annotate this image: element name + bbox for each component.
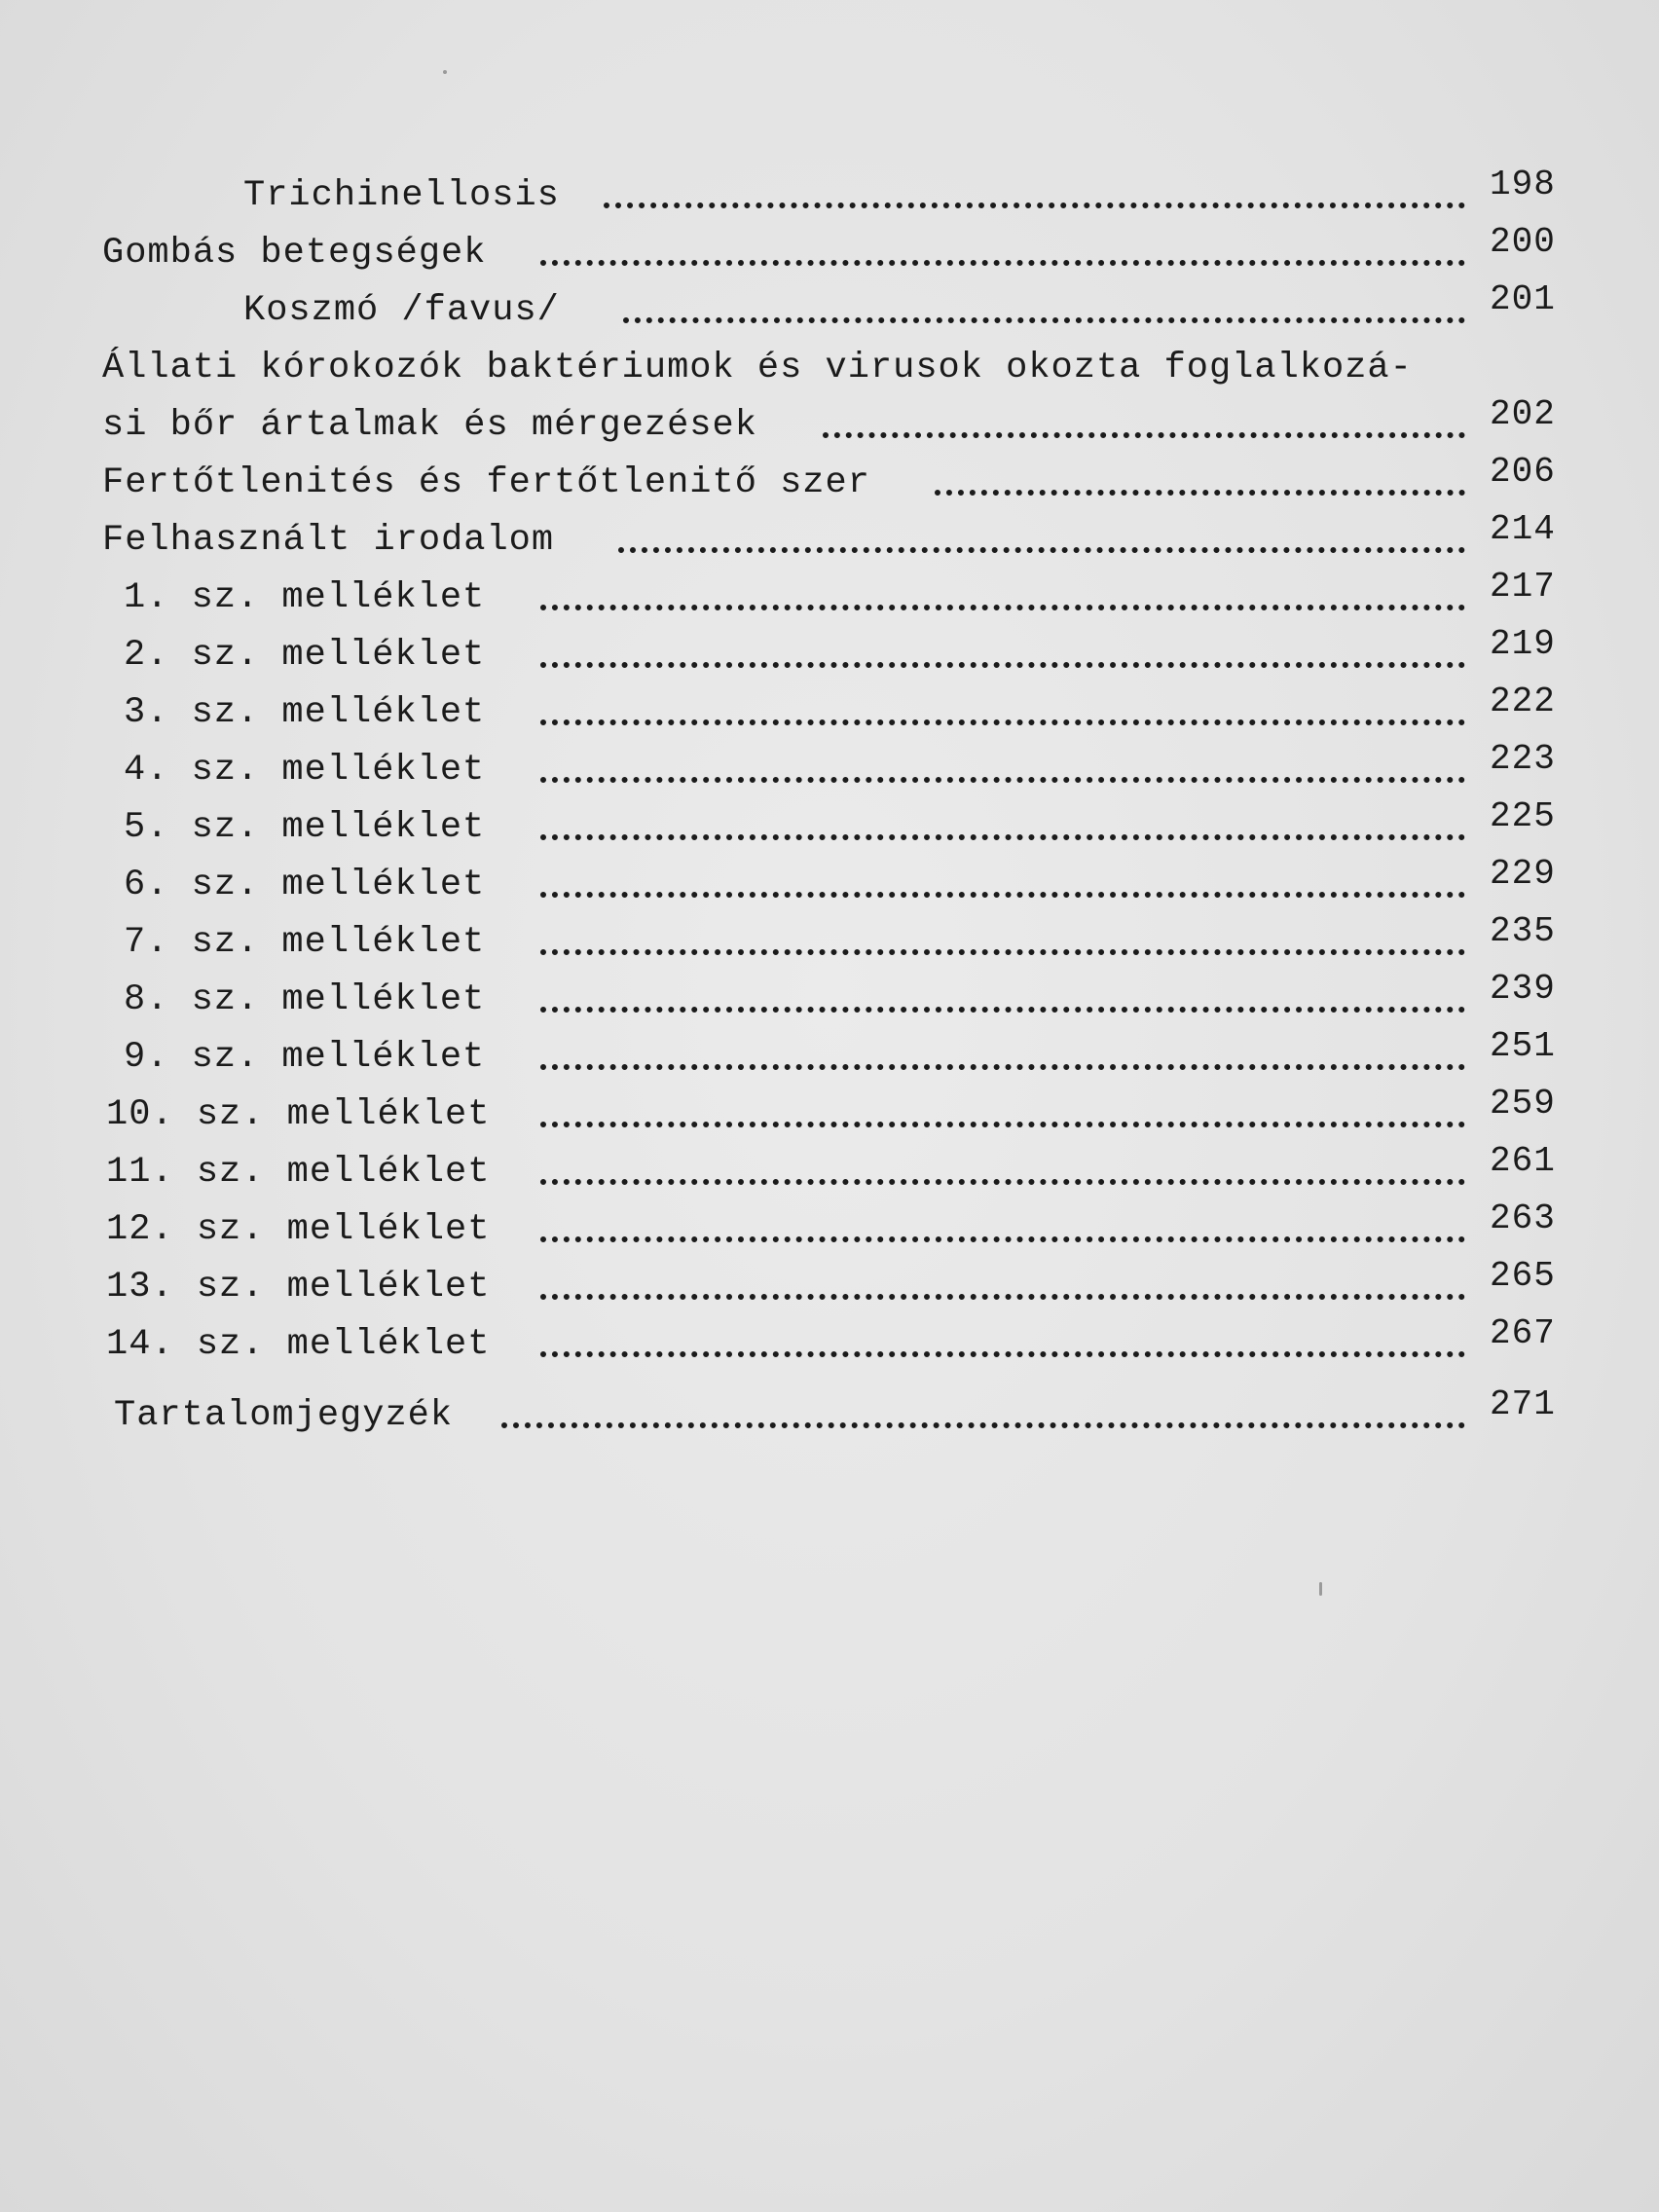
toc-entry bbox=[102, 509, 1582, 570]
toc-entry-page: 265 bbox=[1490, 1256, 1556, 1296]
toc-entry-title: 10. sz. melléklet bbox=[106, 1094, 491, 1135]
toc-entry-page: 223 bbox=[1490, 739, 1556, 779]
toc-entry bbox=[102, 969, 1582, 1029]
toc-entry-page: 219 bbox=[1490, 624, 1556, 664]
dot-leader bbox=[501, 1422, 1465, 1428]
toc-entry bbox=[102, 279, 1582, 340]
dot-leader bbox=[935, 490, 1465, 496]
toc-entry bbox=[102, 854, 1582, 914]
toc-entry-title: 12. sz. melléklet bbox=[106, 1209, 491, 1250]
toc-entry-title: 7. sz. melléklet bbox=[124, 922, 486, 963]
toc-entry-page: 229 bbox=[1490, 854, 1556, 894]
toc-entry-title-first-line: Állati kórokozók baktériumok és virusok okozta foglalkozá- bbox=[102, 348, 1413, 388]
toc-entry-page: 217 bbox=[1490, 567, 1556, 607]
toc-entry bbox=[102, 567, 1582, 627]
toc-entry-page: 251 bbox=[1490, 1026, 1556, 1066]
toc-entry-page: 239 bbox=[1490, 969, 1556, 1009]
toc-entry-title: 4. sz. melléklet bbox=[124, 750, 486, 791]
toc-entry bbox=[102, 222, 1582, 282]
dot-leader bbox=[540, 1179, 1465, 1185]
toc-entry-page: 198 bbox=[1490, 165, 1556, 204]
toc-entry-page: 201 bbox=[1490, 279, 1556, 319]
toc-entry-title: Koszmó /favus/ bbox=[243, 290, 560, 331]
toc-entry bbox=[102, 1198, 1582, 1259]
toc-entry-title: Tartalomjegyzék bbox=[114, 1395, 454, 1436]
toc-entry-page: 202 bbox=[1490, 394, 1556, 434]
dot-leader bbox=[540, 1122, 1465, 1127]
dot-leader bbox=[540, 719, 1465, 725]
dot-leader bbox=[540, 662, 1465, 668]
toc-entry-title: si bőr ártalmak és mérgezések bbox=[102, 405, 757, 446]
toc-entry bbox=[102, 796, 1582, 857]
dot-leader bbox=[540, 949, 1465, 955]
toc-entry-title: 14. sz. melléklet bbox=[106, 1324, 491, 1365]
toc-entry-page: 225 bbox=[1490, 796, 1556, 836]
toc-entry-page: 222 bbox=[1490, 682, 1556, 721]
toc-entry-title: 5. sz. melléklet bbox=[124, 807, 486, 848]
toc-entry-page: 235 bbox=[1490, 911, 1556, 951]
toc-entry-title: 3. sz. melléklet bbox=[124, 692, 486, 733]
toc-entry bbox=[102, 739, 1582, 799]
toc-entry bbox=[102, 1026, 1582, 1087]
toc-entry bbox=[102, 624, 1582, 684]
toc-entry bbox=[102, 452, 1582, 512]
dot-leader bbox=[540, 834, 1465, 840]
toc-entry-title: 6. sz. melléklet bbox=[124, 865, 486, 905]
toc-entry bbox=[102, 1256, 1582, 1316]
toc-entry bbox=[102, 1141, 1582, 1201]
dot-leader bbox=[540, 777, 1465, 783]
toc-entry bbox=[102, 1384, 1582, 1445]
toc-entry-title: Gombás betegségek bbox=[102, 233, 487, 274]
toc-entry-page: 214 bbox=[1490, 509, 1556, 549]
dot-leader bbox=[540, 1007, 1465, 1013]
dot-leader bbox=[823, 432, 1465, 438]
dot-leader bbox=[604, 203, 1465, 208]
dot-leader bbox=[618, 547, 1465, 553]
dot-leader bbox=[540, 892, 1465, 898]
toc-entry-page: 200 bbox=[1490, 222, 1556, 262]
dot-leader bbox=[540, 260, 1465, 266]
dust-speck bbox=[1319, 1582, 1322, 1596]
dot-leader bbox=[540, 1064, 1465, 1070]
dot-leader bbox=[623, 317, 1465, 323]
toc-entry-page: 263 bbox=[1490, 1198, 1556, 1238]
table-of-contents bbox=[102, 167, 1582, 1445]
toc-entry-title: 1. sz. melléklet bbox=[124, 577, 486, 618]
toc-entry-title: 11. sz. melléklet bbox=[106, 1152, 491, 1193]
dot-leader bbox=[540, 1294, 1465, 1300]
dot-leader bbox=[540, 605, 1465, 610]
dot-leader bbox=[540, 1351, 1465, 1357]
toc-entry-page: 267 bbox=[1490, 1313, 1556, 1353]
toc-entry bbox=[102, 167, 1582, 225]
toc-entry-page: 261 bbox=[1490, 1141, 1556, 1181]
toc-entry bbox=[102, 1084, 1582, 1144]
toc-entry bbox=[102, 684, 1582, 742]
toc-entry-title: 8. sz. melléklet bbox=[124, 979, 486, 1020]
dot-leader bbox=[540, 1236, 1465, 1242]
toc-entry-title: 9. sz. melléklet bbox=[124, 1037, 486, 1078]
toc-entry-title: 13. sz. melléklet bbox=[106, 1267, 491, 1308]
toc-entry-title: Felhasznált irodalom bbox=[102, 520, 555, 561]
toc-entry-title: 2. sz. melléklet bbox=[124, 635, 486, 676]
toc-entry bbox=[102, 394, 1582, 455]
toc-entry bbox=[102, 1313, 1582, 1374]
toc-entry-page: 259 bbox=[1490, 1084, 1556, 1124]
toc-entry-page: 206 bbox=[1490, 452, 1556, 492]
toc-entry-title: Trichinellosis bbox=[243, 175, 560, 216]
toc-entry-page: 271 bbox=[1490, 1384, 1556, 1424]
toc-entry-title: Fertőtlenités és fertőtlenitő szer bbox=[102, 462, 870, 503]
dust-speck bbox=[443, 70, 447, 74]
toc-entry bbox=[102, 911, 1582, 972]
